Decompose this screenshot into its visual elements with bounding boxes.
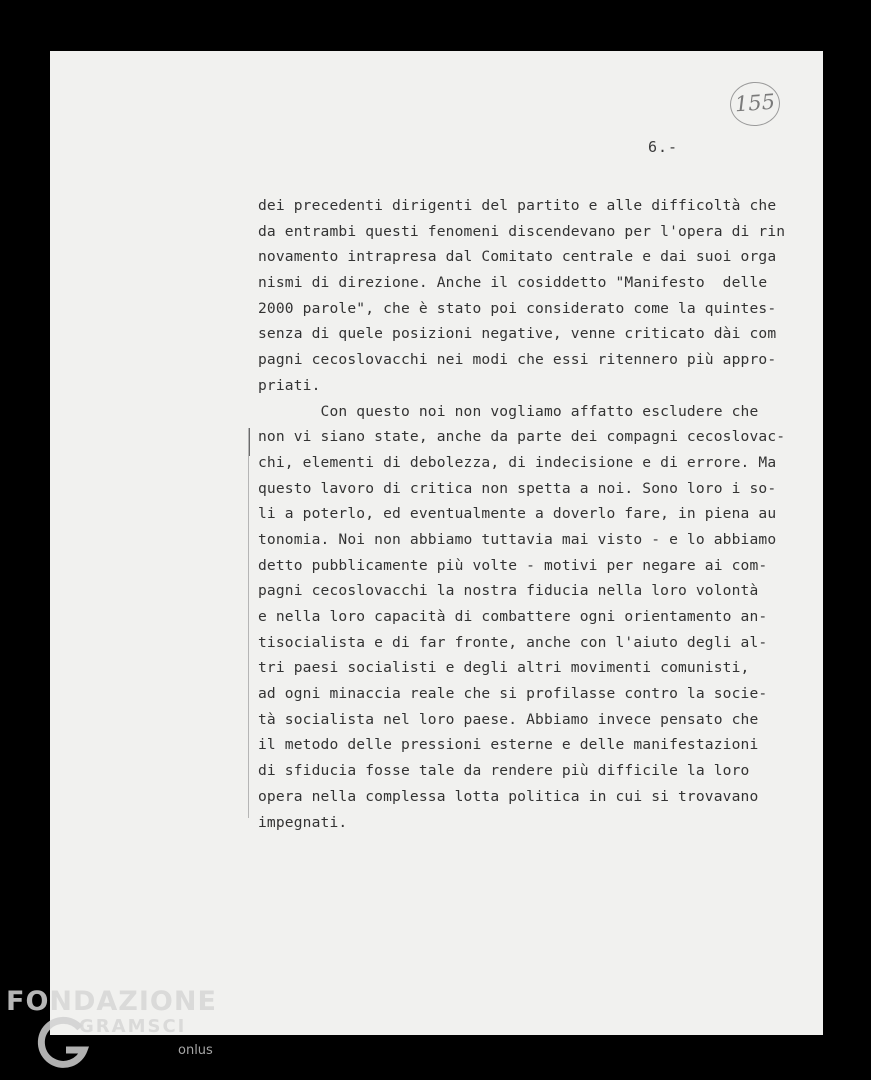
text-line: di sfiducia fosse tale da rendere più difficile la loro [258, 762, 750, 780]
text-line: questo lavoro di critica non spetta a noi. Sono loro i so- [258, 479, 777, 497]
document-body [258, 193, 798, 835]
margin-tick [249, 428, 254, 456]
text-line: ad ogni minaccia reale che si profilasse contro la socie- [258, 685, 768, 703]
text-line: e nella loro capacità di combattere ogni orientamento an- [258, 608, 768, 625]
text-line: tisocialista e di far fronte, anche con l'aiuto degli al- [258, 633, 768, 651]
text-line: impegnati. [258, 813, 348, 831]
text-line: opera nella complessa lotta politica in cui si trovavano [258, 787, 759, 805]
text-line: novamento intrapresa dal Comitato centrale e dai suoi orga [258, 248, 777, 266]
watermark-fondazione: FONDAZIONE [6, 986, 217, 1017]
text-line: li a poterlo, ed eventualmente a doverlo fare, in piena au [258, 505, 777, 523]
archive-number-stamp: 155 [729, 80, 782, 127]
text-line: Con questo noi non vogliamo affatto escludere che [258, 402, 759, 420]
text-line: tri paesi socialisti e degli altri movimenti comunisti, [258, 659, 750, 677]
text-line: chi, elementi di debolezza, di indecisione e di errore. Ma [258, 453, 777, 471]
fondazione-gramsci-watermark [6, 986, 226, 1076]
text-line: pagni cecoslovacchi nei modi che essi ritennero più appro- [258, 351, 777, 369]
text-line: da entrambi questi fenomeni discendevano per l'opera di rin [258, 222, 786, 240]
page-number: 6.- [648, 138, 679, 156]
text-line: non vi siano state, anche da parte dei compagni cecoslovac- [258, 428, 786, 446]
text-line: nismi di direzione. Anche il cosiddetto "Manifesto delle [258, 274, 768, 292]
text-line: 2000 parole", che è stato poi considerato come la quintes- [258, 299, 777, 317]
text-line: detto pubblicamente più volte - motivi per negare ai com- [258, 556, 768, 574]
watermark-gramsci: GRAMSCI [79, 1016, 187, 1037]
text-line: tonomia. Noi non abbiamo tuttavia mai visto - e lo abbiamo [258, 530, 777, 548]
text-line: tà socialista nel loro paese. Abbiamo invece pensato che [258, 710, 759, 728]
text-line: senza di quele posizioni negative, venne criticato dài com [258, 325, 777, 343]
text-line: priati. [258, 376, 321, 394]
text-line: il metodo delle pressioni esterne e delle manifestazioni [258, 736, 759, 754]
text-line: pagni cecoslovacchi la nostra fiducia nella loro volontà [258, 582, 759, 600]
text-line: dei precedenti dirigenti del partito e alle difficoltà che [258, 197, 777, 214]
watermark-onlus: onlus [178, 1043, 213, 1058]
margin-line [248, 428, 249, 818]
